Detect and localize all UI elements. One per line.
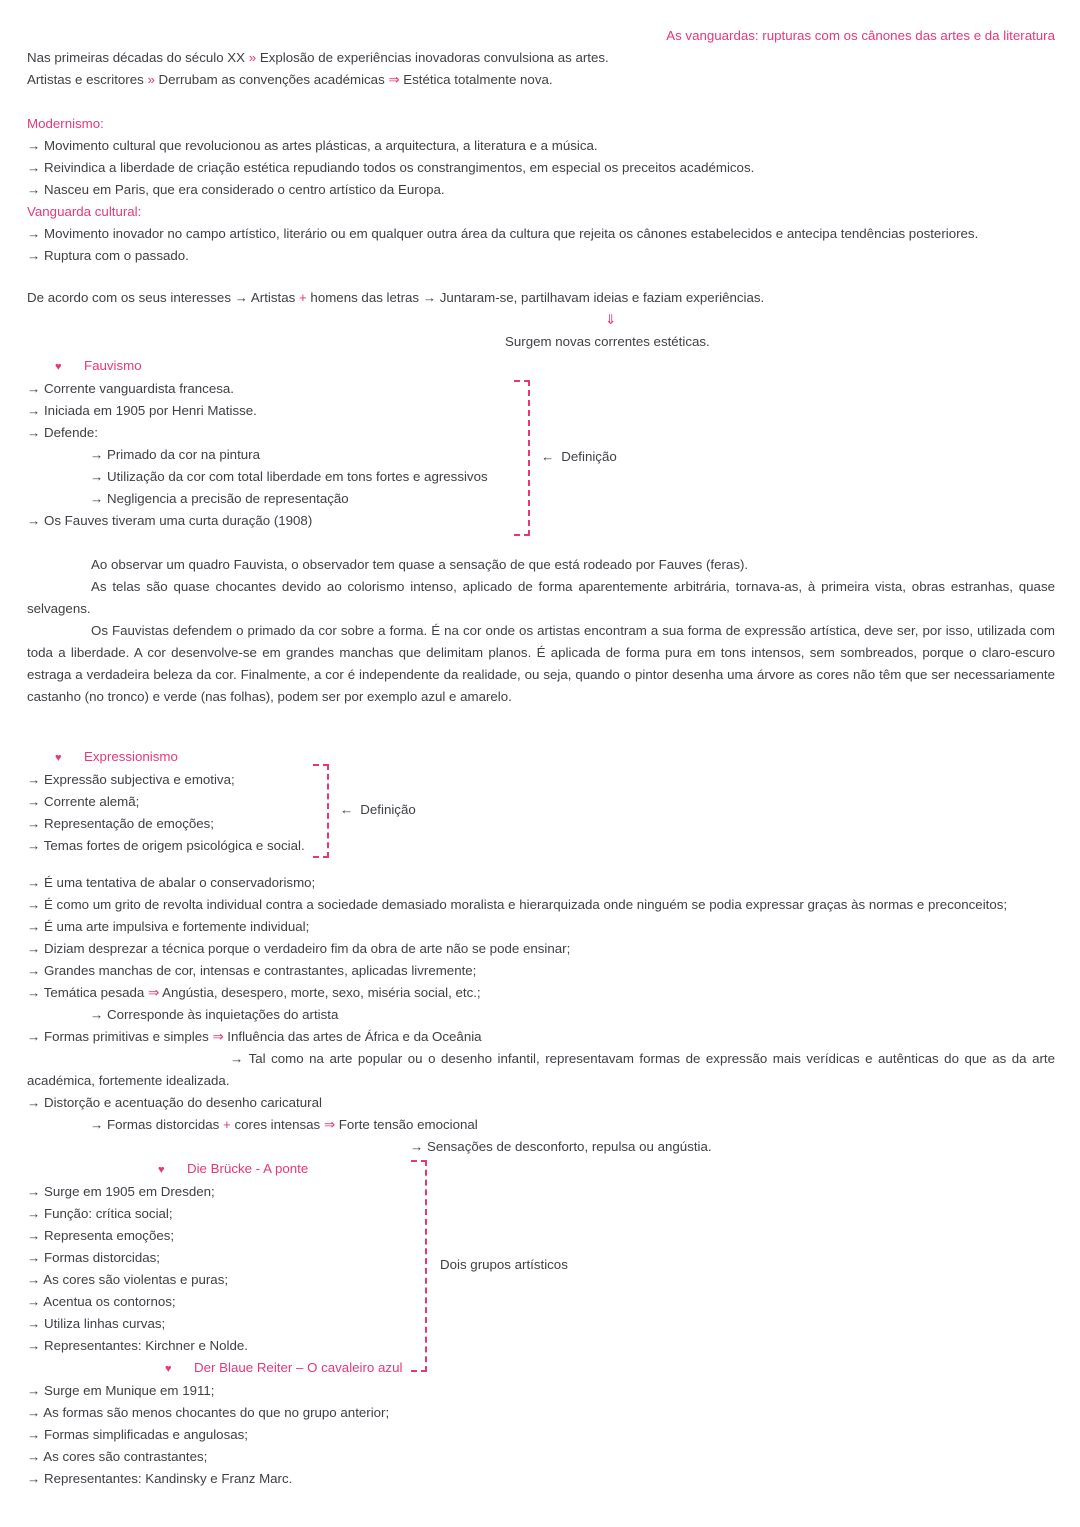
fauvismo-definition-bracket: [514, 380, 530, 536]
fauvismo-definition-label: [541, 449, 617, 464]
expressionismo-definition-label: [340, 802, 416, 817]
section-heading: [158, 1158, 1070, 1181]
heading-text: Fauvismo: [84, 358, 142, 373]
annotation-text: Definição: [360, 802, 416, 817]
spacer: [27, 857, 1070, 872]
note-line: → As formas são menos chocantes do que no grupo anterior;: [27, 1405, 390, 1420]
left-arrow-icon: ←: [340, 802, 354, 817]
expressionismo-definition-bracket: [313, 764, 329, 858]
note-line: → Utiliza linhas curvas;: [27, 1316, 166, 1331]
note-line: → Movimento cultural que revolucionou as artes plásticas, a arquitectura, a literatura e a música.: [27, 138, 598, 153]
section-heading: [55, 355, 1070, 378]
note-line: → Representantes: Kirchner e Nolde.: [27, 1338, 248, 1353]
note-line: → Primado da cor na pintura: [90, 447, 260, 462]
spacer: [27, 267, 1070, 287]
heading-text: Expressionismo: [84, 749, 178, 764]
spacer: [27, 708, 1070, 746]
heart-icon: ♥: [158, 1164, 165, 1176]
note-line: → Ruptura com o passado.: [27, 248, 189, 263]
section-heading: [55, 746, 1070, 769]
annotation-text: Dois grupos artísticos: [440, 1257, 568, 1272]
heading-text: Vanguarda cultural:: [27, 204, 142, 219]
note-line: → Temas fortes de origem psicológica e social.: [27, 838, 305, 853]
note-line: → Formas primitivas e simples ⇒ Influência das artes de África e da Oceânia: [27, 1029, 482, 1044]
note-line: → Representa emoções;: [27, 1228, 175, 1243]
note-line: → Formas simplificadas e angulosas;: [27, 1427, 248, 1442]
note-line: → É uma arte impulsiva e fortemente individual;: [27, 919, 310, 934]
note-line: → Acentua os contornos;: [27, 1294, 176, 1309]
note-line: → É como um grito de revolta individual contra a sociedade demasiado moralista e hierarquizada onde ninguém se podia expressar graças às normas e preconceitos;: [27, 897, 1008, 912]
note-line: → Os Fauves tiveram uma curta duração (1908): [27, 513, 313, 528]
heading-text: Der Blaue Reiter – O cavaleiro azul: [194, 1360, 403, 1375]
note-line: → Distorção e acentuação do desenho caricatural: [27, 1095, 322, 1110]
section-heading: [27, 113, 1070, 135]
spacer: [27, 91, 1070, 113]
note-line: → Formas distorcidas;: [27, 1250, 161, 1265]
note-line: → Reivindica a liberdade de criação estética repudiando todos os constrangimentos, em especial os preceitos académicos.: [27, 160, 755, 175]
note-line: → Nasceu em Paris, que era considerado o centro artístico da Europa.: [27, 182, 445, 197]
note-paragraph: As telas são quase chocantes devido ao colorismo intenso, aplicado de forma aparentemente arbitrária, tornava-as, à primeira vista, obras estranhas, quase selvagens.: [27, 579, 1055, 616]
note-paragraph: Os Fauvistas defendem o primado da cor sobre a forma. É na cor onde os artistas encontram a sua forma de expressão artística, deve ser, por isso, utilizada com toda a liberdade. A cor desenvolve-se em grandes manchas que delimitam planos. É aplicada de forma pura em tons intensos, sem sombreados, porque o claro-escuro estraga a verdadeira beleza da cor. Finalmente, a cor é independente da realidade, ou seja, quando o pintor desenha uma árvore as cores não têm que ser necessariamente castanho (no tronco) e verde (nas folhas), podem ser por exemplo azul e amarelo.: [27, 623, 1055, 704]
heading-text: Modernismo:: [27, 116, 104, 131]
note-line: → Formas distorcidas + cores intensas ⇒ Forte tensão emocional: [90, 1117, 478, 1132]
note-line: Artistas e escritores » Derrubam as convenções académicas ⇒ Estética totalmente nova.: [27, 72, 553, 87]
spacer: [27, 532, 1070, 554]
note-line: → Diziam desprezar a técnica porque o verdadeiro fim da obra de arte não se pode ensinar;: [27, 941, 571, 956]
note-line: → Representação de emoções;: [27, 816, 215, 831]
note-line: → Defende:: [27, 425, 98, 440]
page-title: As vanguardas: rupturas com os cânones das artes e da literatura: [666, 28, 1055, 43]
note-line: → Surge em 1905 em Dresden;: [27, 1184, 215, 1199]
heart-icon: ♥: [55, 752, 62, 764]
heart-icon: ♥: [55, 361, 62, 373]
note-line: → Corrente alemã;: [27, 794, 140, 809]
section-heading: [165, 1357, 1070, 1380]
section-heading: [27, 201, 1070, 223]
note-line: → Corrente vanguardista francesa.: [27, 381, 234, 396]
note-line: → Sensações de desconforto, repulsa ou angústia.: [410, 1139, 712, 1154]
note-paragraph: Ao observar um quadro Fauvista, o observador tem quase a sensação de que está rodeado por Fauves (feras).: [91, 557, 749, 572]
note-line: Nas primeiras décadas do século XX » Explosão de experiências inovadoras convulsiona as artes.: [27, 50, 609, 65]
notes-body: [27, 47, 1070, 1490]
note-line: → Iniciada em 1905 por Henri Matisse.: [27, 403, 257, 418]
left-arrow-icon: ←: [541, 449, 555, 464]
heading-text: Die Brücke - A ponte: [187, 1161, 309, 1176]
artistic-groups-bracket: [411, 1160, 427, 1372]
note-line: → Movimento inovador no campo artístico, literário ou em qualquer outra área da cultura que rejeita os cânones estabelecidos e antecipa tendências posteriores.: [27, 226, 979, 241]
note-line: De acordo com os seus interesses → Artistas + homens das letras → Juntaram-se, partilhavam ideias e faziam experiências.: [27, 290, 765, 305]
note-line: → As cores são violentas e puras;: [27, 1272, 229, 1287]
note-line: → Negligencia a precisão de representação: [90, 491, 349, 506]
artistic-groups-label: [440, 1257, 568, 1272]
note-line: → Função: crítica social;: [27, 1206, 173, 1221]
note-line: → Utilização da cor com total liberdade em tons fortes e agressivos: [90, 469, 488, 484]
note-line: Surgem novas correntes estéticas.: [505, 334, 710, 349]
note-line: → É uma tentativa de abalar o conservadorismo;: [27, 875, 316, 890]
note-line: ⇓: [605, 312, 617, 327]
note-line: → Temática pesada ⇒ Angústia, desespero, morte, sexo, miséria social, etc.;: [27, 985, 481, 1000]
heart-icon: ♥: [165, 1363, 172, 1375]
note-line: → Expressão subjectiva e emotiva;: [27, 772, 235, 787]
note-line: → Corresponde às inquietações do artista: [90, 1007, 339, 1022]
note-line: → Representantes: Kandinsky e Franz Marc.: [27, 1471, 293, 1486]
note-line: → As cores são contrastantes;: [27, 1449, 208, 1464]
note-line: → Grandes manchas de cor, intensas e contrastantes, aplicadas livremente;: [27, 963, 477, 978]
note-paragraph: → Tal como na arte popular ou o desenho infantil, representavam formas de expressão mais verídicas e autênticas do que as da arte académica, fortemente idealizada.: [27, 1051, 1055, 1088]
note-line: → Surge em Munique em 1911;: [27, 1383, 215, 1398]
annotation-text: Definição: [561, 449, 617, 464]
